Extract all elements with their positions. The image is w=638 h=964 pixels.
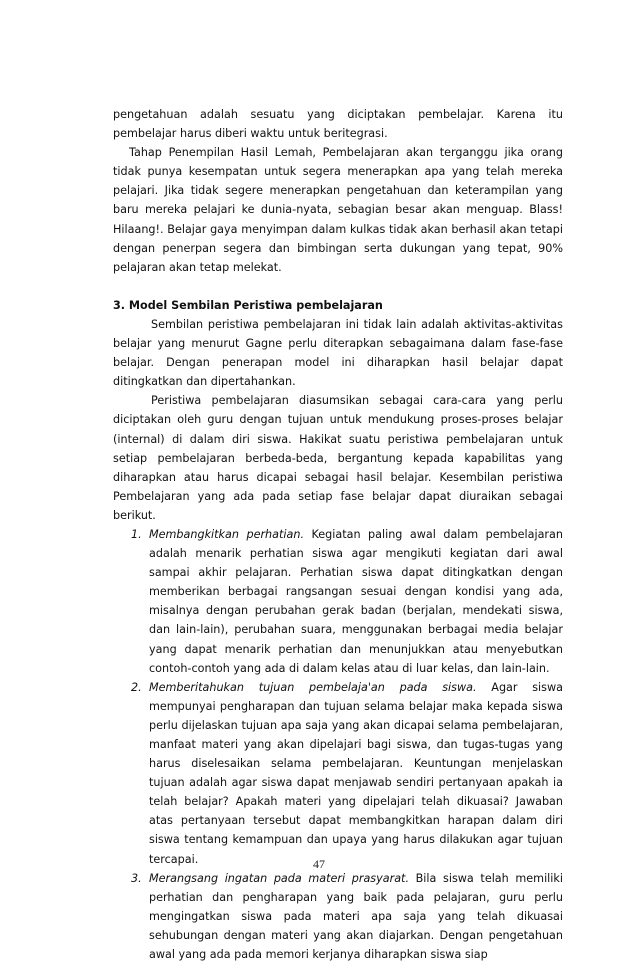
list-item [113,678,563,869]
list-number: 3. [131,871,142,885]
list-item-text: Bila siswa telah memiliki perhatian dan pengharapan yang baik pada pelajaran, guru perlu mengingatkan siswa pada materi apa saja yang telah dikuasai sehubungan dengan materi yang akan diajarkan. Dengan pengetahuan awal yang ada pada memori kerjanya diharapkan siswa siap [149,871,563,962]
list-number: 2. [131,680,142,694]
list-item-title: Merangsang ingatan pada materi prasyarat. [149,871,409,885]
event-list [113,525,563,964]
paragraph-sembilan-peristiwa: Sembilan peristiwa pembelajaran ini tidak lain adalah aktivitas-aktivitas belajar yang menurut Gagne perlu diterapkan sebagaimana dalam fase-fase belajar. Dengan penerapan model ini diharapkan hasil belajar dapat ditingkatkan dan dipertahankan. [113,317,563,389]
list-item-text: Kegiatan paling awal dalam pembelajaran adalah menarik perhatian siswa agar mengikuti kegiatan dari awal sampai akhir pelajaran. Perhatian siswa dapat ditingkatkan dengan memberikan berbagai rangsangan sesuai dengan kondisi yang ada, misalnya dengan perubahan gerak badan (berjalan, mendekati siswa, dan lain-lain), perubahan suara, menggunakan berbagai media belajar yang dapat menarik perhatian dan menunjukkan atau menyebutkan contoh-contoh yang ada di dalam kelas atau di luar kelas, dan lain-lain. [149,527,563,675]
page-number: 47 [313,857,325,871]
paragraph-peristiwa-pembelajaran: Peristiwa pembelajaran diasumsikan sebagai cara-cara yang perlu diciptakan oleh guru dengan tujuan untuk mendukung proses-proses belajar (internal) di dalam diri siswa. Hakikat suatu peristiwa pembelajaran untuk setiap pembelajaran berbeda-beda, bergantung kepada kapabilitas yang diharapkan atau harus dicapai sebagai hasil belajar. Kesembilan peristiwa Pembelajaran yang ada pada setiap fase belajar dapat diuraikan sebagai berikut. [113,394,563,522]
list-item-title: Membangkitkan perhatian. [149,527,304,541]
paragraph-tahap-penempilan: Tahap Penempilan Hasil Lemah, Pembelajaran akan terganggu jika orang tidak punya kesempatan untuk segera menerapkan apa yang telah mereka pelajari. Jika tidak segere menerapkan pengetahuan dan keterampilan yang baru mereka pelajari ke dunia-nyata, sebagian besar akan menguap. Blass! Hilaang!. Belajar gaya menyimpan dalam kulkas tidak akan berhasil akan tetapi dengan penerpan segera dan bimbingan serta dukungan yang tepat, 90% pelajaran akan tetap melekat. [113,146,563,274]
list-item-title: Memberitahukan tujuan pembelaja'an pada siswa. [149,680,477,694]
list-number: 1. [131,527,142,541]
list-item [113,869,563,964]
list-item [113,525,563,678]
page-content [113,105,563,964]
section-heading: 3. Model Sembilan Peristiwa pembelajaran [113,298,383,312]
paragraph-continuation: pengetahuan adalah sesuatu yang diciptakan pembelajar. Karena itu pembelajar harus diberi waktu untuk beritegrasi. [113,108,563,141]
list-item-text: Agar siswa mempunyai pengharapan dan tujuan selama belajar maka kepada siswa perlu dijelaskan tujuan apa saja yang akan dicapai selama pembelajaran, manfaat materi yang akan dipelajari bagi siswa, dan tugas-tugas yang harus diselesaikan selama pembelajaran. Keuntungan menjelaskan tujuan adalah agar siswa dapat menjawab sendiri pertanyaan apakah ia telah belajar? Apakah materi yang dipelajari telah dikuasai? Jawaban atas pertanyaan tersebut dapat membangkitkan harapan dalam diri siswa tentang kemampuan dan upaya yang harus dilakukan agar tujuan tercapai. [149,680,563,866]
spacer [113,277,563,296]
